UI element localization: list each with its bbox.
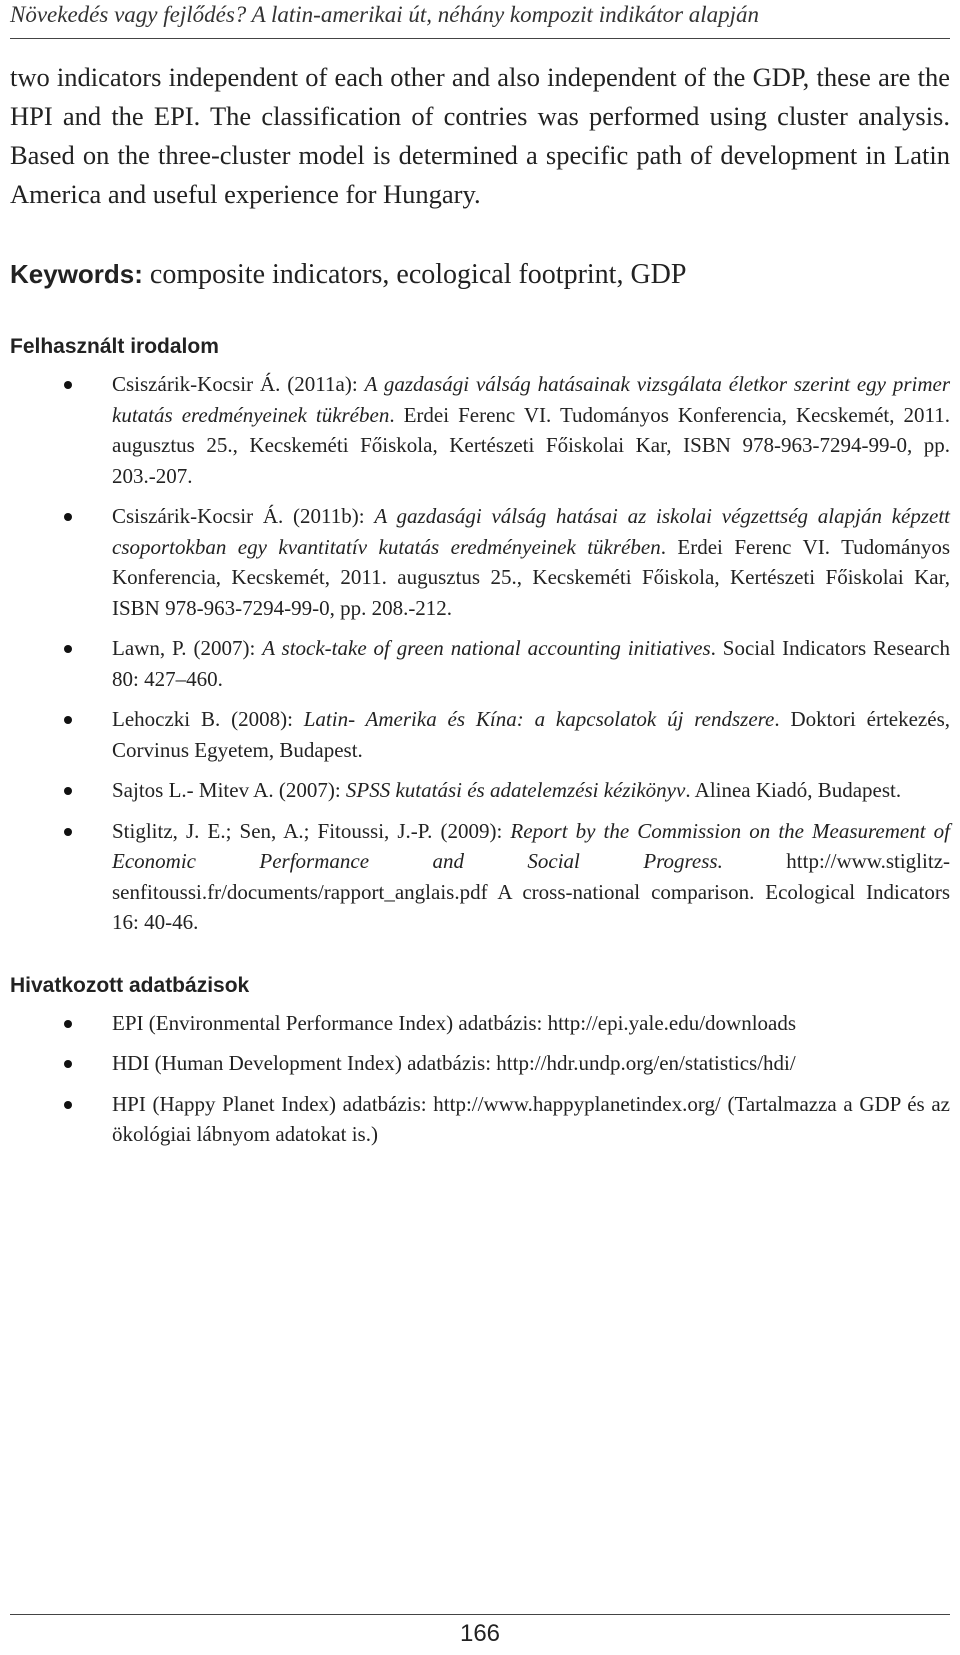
bullet-icon: [64, 716, 72, 724]
list-item: [10, 704, 950, 765]
list-item: [10, 633, 950, 694]
ref-details: http://www.stiglitz-senfitoussi.fr/documents/rapport_anglais.pdf A cross-national comparison. Ecological Indicators 16: 40-46.: [112, 849, 951, 934]
list-item: [10, 1008, 950, 1039]
ref-details: . Erdei Ferenc VI. Tudományos Konferencia, Kecskemét, 2011. augusztus 25., Kecskeméti Főiskola, Kertészeti Főiskolai Kar, ISBN 978-963-7294-99-0, pp. 203.-207.: [112, 402, 950, 488]
bullet-icon: [64, 381, 72, 389]
ref-details: . Alinea Kiadó, Budapest.: [685, 778, 902, 802]
list-item: [10, 1048, 950, 1079]
ref-authors: Lawn, P. (2007):: [112, 636, 263, 660]
databases-heading: Hivatkozott adatbázisok: [10, 973, 250, 997]
ref-authors: Stiglitz, J. E.; Sen, A.; Fitoussi, J.-P. (2009):: [112, 818, 511, 843]
keywords-line: [10, 256, 950, 293]
list-item: [10, 775, 950, 806]
ref-details: . Social Indicators Research 80: 427–460.: [112, 636, 950, 691]
ref-authors: Sajtos L.- Mitev A. (2007):: [112, 778, 346, 802]
ref-title: Latin- Amerika és Kína: a kapcsolatok új rendszere: [303, 707, 775, 731]
database-entry: EPI (Environmental Performance Index) adatbázis: http://epi.yale.edu/downloads: [112, 1010, 797, 1035]
abstract-paragraph: two indicators independent of each other and also independent of the GDP, these are the HPI and the EPI. The classification of contries was performed using cluster analysis. Based on the three-cluster model is determined a specific path of development in Latin America and useful experience for Hungary.: [10, 62, 950, 209]
database-entry: HPI (Happy Planet Index) adatbázis: http://www.happyplanetindex.org/ (Tartalmazza a GDP és az ökológiai lábnyom adatokat is.): [112, 1091, 950, 1146]
databases-list: [10, 1008, 950, 1150]
bullet-icon: [64, 1101, 72, 1109]
page-content: [10, 58, 950, 1160]
database-entry: HDI (Human Development Index) adatbázis: http://hdr.undp.org/en/statistics/hdi/: [112, 1051, 796, 1075]
bullet-icon: [64, 645, 72, 653]
ref-title: Report by the Commission on the Measurement of Economic Performance and Social Progress.: [112, 818, 950, 873]
literature-heading: Felhasznált irodalom: [10, 335, 219, 358]
ref-title: A gazdasági válság hatásai az iskolai végzettség alapján képzett csoportokban egy kvantitatív kutatás eredményeinek tükrében: [112, 504, 950, 559]
ref-authors: Lehoczki B. (2008):: [112, 707, 304, 731]
keywords-text: composite indicators, ecological footprint, GDP: [142, 259, 687, 290]
bullet-icon: [64, 1020, 72, 1028]
list-item: [10, 369, 950, 491]
ref-details: . Erdei Ferenc VI. Tudományos Konferencia, Kecskemét, 2011. augusztus 25., Kecskeméti Főiskola, Kertészeti Főiskolai Kar, ISBN 978-963-7294-99-0, pp. 208.-212.: [112, 534, 950, 620]
page-number: 166: [459, 1620, 501, 1647]
keywords-label: Keywords:: [10, 259, 143, 289]
list-item: [10, 501, 950, 623]
list-item: [10, 1089, 950, 1150]
bullet-icon: [64, 828, 72, 836]
bullet-icon: [64, 1060, 72, 1068]
footer-divider: [10, 1614, 950, 1615]
ref-title: SPSS kutatási és adatelemzési kézikönyv: [345, 778, 686, 802]
list-item: [10, 816, 950, 938]
literature-list: [10, 369, 950, 938]
ref-authors: Csiszárik-Kocsir Á. (2011a):: [112, 372, 365, 396]
running-header-title: Növekedés vagy fejlődés? A latin-amerikai út, néhány kompozit indikátor alapján: [10, 2, 760, 27]
ref-title: A gazdasági válság hatásainak vizsgálata életkor szerint egy primer kutatás eredményeinek tükrében: [112, 372, 951, 427]
bullet-icon: [64, 513, 72, 521]
ref-title: A stock-take of green national accounting initiatives: [262, 636, 711, 660]
running-header: [10, 0, 950, 39]
ref-details: . Doktori értekezés, Corvinus Egyetem, Budapest.: [112, 707, 950, 762]
bullet-icon: [64, 787, 72, 795]
ref-authors: Csiszárik-Kocsir Á. (2011b):: [112, 504, 375, 528]
